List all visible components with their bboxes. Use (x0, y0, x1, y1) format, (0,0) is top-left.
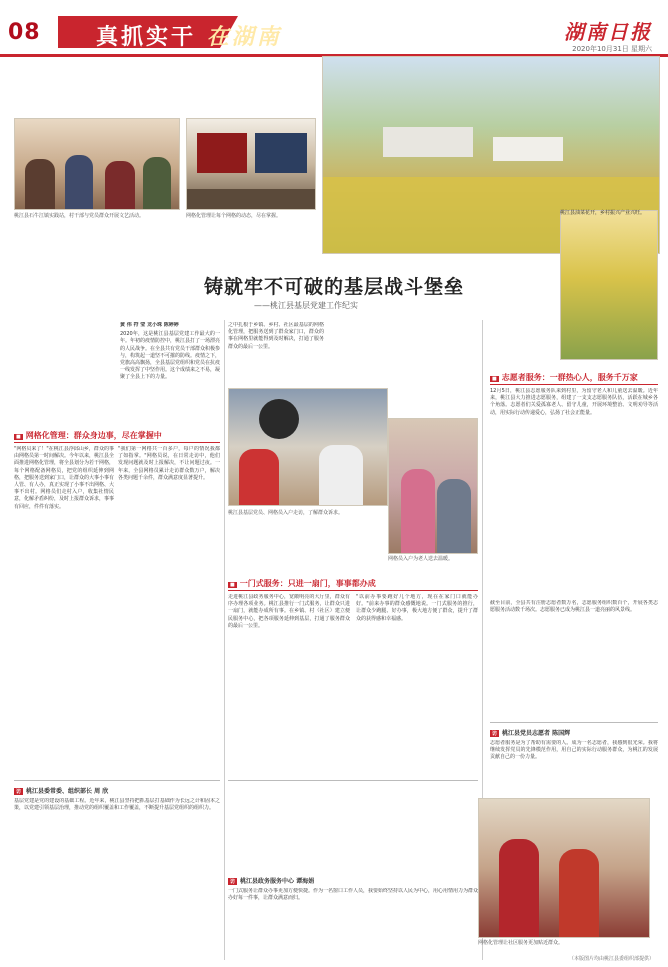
title-main: 真抓实干 (96, 24, 197, 50)
section-1-body: "网格员来了！"在桃江县浮邱山乡，群众的事由网格员第一时间解决。今年以来，桃江县全面推进网格化管理，将全县划分为若干网格，每个网格配备网格员，把党的组织延伸到网格，把服务送到家门口，让群众的大事小事有人管、有人办，真正实现了小事不出网格、大事不出村。网格员们走村入户，收集社情民意，化解矛盾纠纷，及时上报群众诉求，事事有回应，件件有落实。 (14, 446, 114, 510)
section-head-grid: ■ 网格化管理：群众身边事，尽在掌握中 (16, 431, 162, 440)
section-3-body-2: 截至目前，全县共有注册志愿者数万名，志愿服务组织数百个，开展各类志愿服务活动数千场次。志愿服务已成为桃江县一道亮丽的风景线。 (490, 600, 658, 614)
quote-rule (228, 780, 478, 781)
newspaper-logo: 湖南日报 (564, 20, 652, 44)
caption-p1: 桃江县石牛江镇实践站，村干部与党员群众开展文艺活动。 (14, 213, 145, 219)
section-badge: ■ (492, 376, 497, 382)
quote-body-3: 一门式服务让群众办事更加方便快捷。作为一名窗口工作人员，我要始终坚持以人民为中心，用心用情用力为群众办好每一件事，让群众满意而归。 (228, 888, 478, 902)
quote-badge: 访 (230, 879, 236, 885)
caption-p4: 桃江县基层党员、网格员入户走访，了解群众诉求。 (228, 510, 344, 516)
section-rule (490, 384, 658, 385)
section-2-body: 走进桃江县政务服务中心，宽敞明亮的大厅里，群众有序办理各项业务。桃江县推行一门式服务，让群众只进一扇门，就能办成所有事。在乡镇、村（社区）建立便民服务中心，把各项服务延伸到基层，打通了服务群众的最后一公里。 (228, 594, 350, 629)
section-head-one-door: ■ 一门式服务：只进一扇门，事事都办成 (230, 579, 376, 588)
caption-p2: 网格化管理让每个网格的动态，尽在掌握。 (186, 213, 282, 219)
quote-head-3: 访 桃江县政务服务中心 谭海娟 (230, 878, 315, 885)
section-rule (14, 442, 220, 443)
title-italic: 在湖南 (206, 24, 282, 50)
photo-elderly-visit (388, 418, 478, 554)
section-head-volunteer: ■ 志愿者服务：一群热心人，服务千万家 (492, 373, 638, 382)
column-divider (224, 320, 225, 960)
section-1-body-2: "我们第一网格共一百多户，每户的情况我都了如指掌。"网格员说，在日常走访中，他们发现问题就及时上报解决，不让问题过夜。一年来，全县网格员累计走访群众数万户，解决各类问题千余件，群众满意度显著提升。 (118, 446, 220, 481)
quote-badge: 访 (492, 731, 498, 737)
quote-body-1: 基层党建是党的建设的基础工程。近年来，桃江县坚持把抓基层打基础作为长远之计和固本之策，以党建引领基层治理，推动党的组织覆盖和工作覆盖，不断提升基层党组织的组织力。 (14, 798, 220, 812)
caption-p7: 网格化管理让社区服务更加贴近群众。 (478, 940, 564, 946)
section-badge: ■ (230, 582, 235, 588)
issue-date: 2020年10月31日 星期六 (572, 45, 652, 53)
photo-grid-workers (228, 388, 388, 506)
intro-text-2: 之中扎根于乡镇、乡村、社区最基层的网格化管理，把服务送到了群众家门口，群众的事在网格里就能得到及时解决，打通了服务群众的最后一公里。 (228, 322, 324, 350)
quote-rule (14, 780, 220, 781)
photo-credit: （本版图片均由桃江县委组织部提供） (568, 956, 654, 962)
subheadline: ——桃江县基层党建工作纪实 (254, 301, 358, 310)
quote-badge: 访 (16, 789, 22, 795)
quote-head-1: 访 桃江县委常委、组织部长 周 欣 (16, 788, 109, 795)
section-2-body-2: "以前办事要跑好几个地方，现在在家门口就能办好。"前来办事的群众感慨地说。一门式服务的推行，让群众少跑腿、好办事，极大地方便了群众，提升了群众的获得感和幸福感。 (356, 594, 478, 622)
photo-rapeseed-field (560, 210, 658, 360)
masthead (0, 6, 668, 54)
quote-body-2: 志愿者服务是为了帮助有需要的人。成为一名志愿者，我感到很光荣。我将继续发挥党员的先锋模范作用，用自己的实际行动服务群众，为桃江的发展贡献自己的一份力量。 (490, 740, 658, 761)
photo-community-service (478, 798, 650, 938)
section-3-body: 12月5日，桃江县志愿服务队来到村里，为留守老人和儿童送去温暖。近年来，桃江县大力推进志愿服务，组建了一支支志愿服务队伍，活跃在城乡各个角落。志愿者们关爱孤寡老人、留守儿童，开展环境整治、文明劝导等活动，用实际行动传递爱心，弘扬了社会正能量。 (490, 388, 658, 416)
caption-p6: 桃江县油菜花开，乡村振兴产业兴旺。 (560, 210, 646, 216)
quote-rule (490, 722, 658, 723)
headline: 铸就牢不可破的基层战斗堡垒 (203, 276, 464, 298)
photo-villagers-gathering (14, 118, 180, 210)
intro-text: 2020年，这是桃江县基层党建工作最大的一年。年初的疫情防控中，桃江县打了一场漂亮的人民战争。在全县共有党员干部群众积极参与，构筑起一道坚不可摧的防线。疫情之下，党旗高高飘扬，全县基层党组织和党员在抗疫一线发挥了中坚作用。这个成绩来之不易，凝聚了全县上下的力量。 (120, 331, 220, 381)
section-rule (228, 590, 478, 591)
section-title (96, 20, 282, 51)
byline-intro (120, 322, 220, 386)
quote-head-2: 访 桃江县党员志愿者 陈国辉 (492, 730, 571, 737)
byline: 黄 伟 符 莹 龙小珠 陈婷婷 (120, 322, 179, 328)
page-number: 08 (8, 20, 41, 45)
section-badge: ■ (16, 434, 21, 440)
photo-exhibition-hall (186, 118, 316, 210)
caption-p5: 网格员入户为老人送去温暖。 (388, 556, 454, 562)
